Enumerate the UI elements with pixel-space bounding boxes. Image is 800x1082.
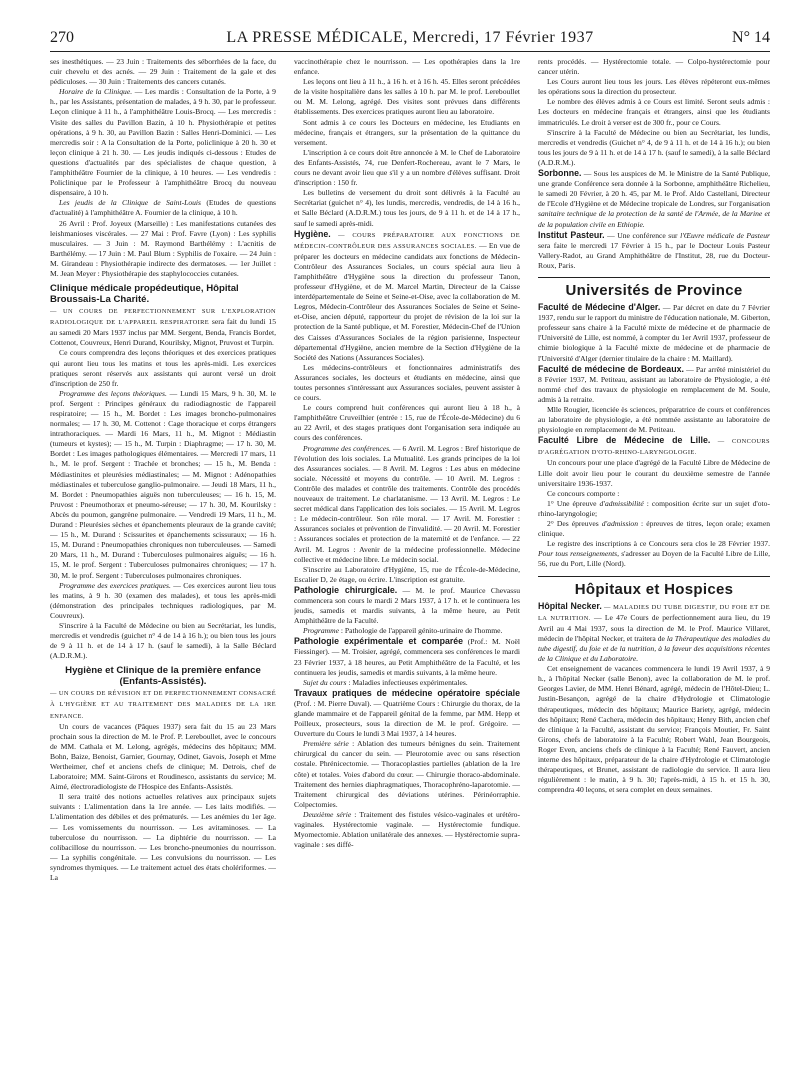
italic-text: d'admission <box>601 519 638 529</box>
paragraph: Le nombre des élèves admis à ce Cours est limité. Seront seuls admis : Les docteurs en médecine français et étrangers, ainsi que les étudiants immatriculés. Le droit à verser est de 300 fr., pour ce Cours. <box>538 97 770 127</box>
smallcaps-text: — UN COURS DE RÉVISION ET DE PERFECTIONNEMENT CONSACRÉ À L'HYGIÈNE ET AU TRAITEMENT DES MALADIES DE LA 1RE ENFANCE. <box>50 690 276 720</box>
paragraph-text: — Ces exercices auront lieu tous les matins, à 9 h. 30 (examen des malades), et tous les après-midi (démonstration des principales techniques radiologiques, par M. Couvreux). <box>50 580 276 620</box>
paragraph: Les Cours auront lieu tous les jours. Les élèves répéteront eux-mêmes les opérations sous la direction du prosecteur. <box>538 77 770 97</box>
section-title: Hôpitaux et Hospices <box>574 580 734 598</box>
section-heading: Faculté Libre de Médecine de Lille. <box>538 435 711 446</box>
paragraph-text: (Prof.: M. Noël Fiessinger). <box>294 637 520 657</box>
italic-lead: Première série <box>303 739 349 749</box>
paragraph-text: — Une conférence sur <box>604 230 681 240</box>
italic-text: l'Œuvre médicale de Pasteur <box>680 230 770 240</box>
paragraph-text: : Pathologie de l'appareil génito-urinaire de l'homme. <box>339 626 503 636</box>
paragraph-text: — Quatrième Cours : Chirurgie du thorax, de la glande mammaire et de l'appareil génital de la femme, par MM. Hepp et Poilleux, prosecteurs, sous la direction de M. le prof. Grégoire. — Ouverture du Cours le lundi 3 Mai 1937, à 14 heures. <box>294 698 520 739</box>
section-title: Universités de Province <box>565 281 743 299</box>
paragraph-text: — Par arrêté ministériel du 8 Février 1937, M. Petiteau, assistant au laboratoire de Physiologie, a été nommé chef des travaux de physiologie en remplacement de M. Soule, admis à la retraite. <box>538 364 770 404</box>
paragraph-text: 1° Une épreuve <box>547 498 600 508</box>
paragraph <box>294 444 520 565</box>
paragraph: vaccinothérapie chez le nourrisson. — Les opothérapies dans la 1re enfance. <box>294 57 520 77</box>
paragraph: Ce cours comprendra des leçons théoriques et des exercices pratiques qui auront lieu tous les matins et tous les après-midi. Les exercices pratiques seront réservés aux assistants qui auront versé un droit d'inscription de 250 fr. <box>50 348 276 388</box>
paragraph: Le cours comprend huit conférences qui auront lieu à 18 h., à l'amphithéâtre Cruveilhier (entrée : 15, rue de l'École-de-Médecine) du 6 au 22 Avril, et des stages pratiques dont l'organisation sera indiquée au cours des conférences. <box>294 403 520 443</box>
paragraph-text: — En vue de préparer les docteurs en médecine candidats aux fonctions de Médecin-Contrôleur des Assurances Sociales, un cours spécial aura lieu à l'amphithéâtre d'Hygiène sous la direction du professeur Tanon, professeur d'Hygiène, et de M. Marcel Martin, Directeur de la Caisse interdépartementale de Seine et Seine-et-Oise, avec la collaboration de M. Legros, Médecin-Contrôleur des Assurances Sociales de Seine et Seine-et-Oise, ancien député, rapporteur du projet de révision de la loi sur la protection de la Santé publique, et M. Forestier, Médecin-Chef de l'Union des Caisses d'Assurances Sociales de la région parisienne, Inspecteur départemental d'Hygiène, ancien membre de la Section d'Hygiène de la Société des Nations (Assurances Sociales). <box>294 240 520 362</box>
paragraph <box>538 302 770 364</box>
paragraph-text: — Sous les auspices de M. le Ministre de la Santé Publique, une grande Conférence sera donnée à la Sorbonne, amphithéâtre Richelieu, le samedi 20 Février, à 20 h. 45, par M. le Prof. Aldo Castellani, Directeur de l'Ecole d'Hygiène et de Médecine tropicale de Londres, sur l'organisation <box>538 169 770 209</box>
italic-lead: Deuxième série <box>303 809 352 819</box>
smallcaps-text: — UN COURS DE PERFECTIONNEMENT SUR L'EXPLORATION RADIOLOGIQUE DE L'APPAREIL RESPIRATOIRE <box>50 308 276 327</box>
paragraph <box>50 581 276 621</box>
paragraph: Les bulletins de versement du droit sont délivrés à la Faculté au Secrétariat (guichet n° 4), les lundis, mercredis, vendredis, de 14 à 16 h., et Salle Béclard (A.D.R.M.) tous les jours, de 9 à 11 h. et de 14 à 17 h., sauf le samedi après-midi. <box>294 188 520 228</box>
paragraph-text: — Lundi 15 Mars, 9 h. 30, M. le prof. Sergent : Principes généraux du radiodiagnostic de l'appareil respiratoire; — 15 h., M. Bordet : Les images broncho-pulmonaires normales; — 17 h. 30, M. Cottenot : Cage thoracique et corps étrangers intrathoraciques. — Mardi 16 Mars, 11 h., M. Mignot : Médiastin (tumeurs et kystes); — 15 h., M. Turpin : Diaphragme; — 17 h. 30, M. Bordet : Les images pathologiques élémentaires. — Mercredi 17 mars, 11 h., M. le prof. Sergent : Trachée et bronches; — 15 h., M. Benda : Médiastinites et pleurésies médiastinales; — M. Mignot : Adénopathies médiastinales et tuberculose ganglio-pulmonaire. — Jeudi 18 Mars, 11 h., M. Bordet : Pneumopathies aiguës non tuberculeuses; — 16 h. 15, M. Pruvost : Pneumothorax et pneumo-séreuse; — 17 h. 30, M. Kourilsky : Abcès du poumon, gangrène pulmonaire. — Vendredi 19 Mars, 11 h., M. Durand : Pleurésies sèches et épanchements pleuraux de la grande cavité; — 15 h., M. Durand : Scissurites et épanchements scissuraux; — 16 h. 15, M. Durand : Pneumopathies chroniques non tuberculeuses. — Samedi 20 Mars, 11 h., M. Durand : Tuberculoses pulmonaires aiguës; — 16 h. 15, M. le prof. Sergent : Tuberculoses pulmonaires chroniques; — 17 h. 30, M. le prof. Sergent : Tuberculoses pulmonaires chroniques. <box>50 388 276 580</box>
page-number: 270 <box>50 29 74 46</box>
section-heading: Travaux pratiques de médecine opératoire spéciale <box>294 687 520 698</box>
italic-text: sanitaire technique de la protection de la santé de l'Armée, de la Marine et de la population civile en Ethiopie. <box>538 209 770 229</box>
paragraph: Les leçons ont lieu à 11 h., à 16 h. et à 16 h. 45. Elles seront précédées de la visite hospitalière dans les salles à 10 h. par M. le prof. Lereboullet ou M. M. Lelong, agrégé. Des visites sont prévues dans différents établissements. Des exercices pratiques auront lieu au laboratoire. <box>294 77 520 117</box>
column-1 <box>50 57 276 1072</box>
paragraph-text: (Etudes de questions d'actualité) à l'amphithéâtre A. Fournier de la clinique, à 10 h. <box>50 198 276 218</box>
paragraph <box>538 168 770 230</box>
paragraph: Il sera traité des notions actuelles relatives aux principaux sujets suivants : L'alimentation dans la 1re année. — Les laits modifiés. — L'alimentation des débiles et des prématurés. — Les anémies du 1er âge. — Les vomissements du nourrisson. — Les avitaminoses. — La tuberculose du nourrisson. — La diphtérie du nourrisson. — La colibacillose du nourrisson. — Les broncho-pneumonies du nourrisson. — La syphilis congénitale. — Les convulsions du nourrisson. — Les syndromes thymiques. — Le traitement actuel des états cholériformes. — La <box>50 792 276 883</box>
paragraph <box>538 519 770 539</box>
paragraph <box>294 585 520 626</box>
paragraph <box>538 499 770 519</box>
paragraph: Les médecins-contrôleurs et fonctionnaires administratifs des Assurances sociales, les docteurs et étudiants en médecine, ainsi que toutes personnes s'intéressant aux Assurances sociales, peuvent assister à ce cours. <box>294 362 520 403</box>
section-divider <box>538 576 770 577</box>
paragraph-text: : Traitement des fistules vésico-vaginales et urétéro-vaginales. Hystérectomie vaginale. — Hystérectomie fundique. Myomectomie. Ablation unilatérale des annexes. — Hystérectomie supra-vaginale : ses diffé- <box>294 809 520 850</box>
paragraph-text: 2° Des épreuves <box>547 519 602 529</box>
journal-title: LA PRESSE MÉDICALE, Mercredi, 17 Février 1937 <box>226 29 594 46</box>
paragraph: S'inscrire à la Faculté de Médecine ou bien au Secrétariat, les lundis, mercredis et vendredis (Guichet n° 4, de 9 à 11 h. et de 14 à 16 h.); ou bien tous les jours de 9 à 11 h. et de 14 à 17 h. (sauf le samedi), à la salle Béclard (A.D.R.M.). <box>538 127 770 167</box>
paragraph: Un concours pour une place d'agrégé de la Faculté Libre de Médecine de Lille doit avoir lieu pour le courant du deuxième semestre de l'année universitaire 1936-1937. <box>538 458 770 488</box>
header-rule <box>50 51 770 52</box>
paragraph-text: : composition écrite sur un sujet d'oto-rhino-laryngologie; <box>538 498 770 518</box>
paragraph-text: : Maladies infectieuses expérimentales. <box>346 677 468 687</box>
paragraph-text: sera faite le mercredi 17 Février à 15 h., par le Docteur Louis Pasteur Vallery-Radot, au Grand Amphithéâtre de l'Institut, 28, rue du Docteur-Roux, Paris. <box>538 240 770 270</box>
section-heading: Faculté de médecine de Bordeaux. <box>538 363 684 374</box>
italic-lead: Les jeudis de la Clinique de Saint-Louis <box>59 198 201 208</box>
paragraph <box>538 435 770 458</box>
paragraph: rents procédés. — Hystérectomie totale. — Colpo-hystérectomie pour cancer utérin. <box>538 57 770 77</box>
paragraph: Mlle Rougier, licenciée ès sciences, préparatrice de cours et conférences au laboratoire de physiologie, a été nommée assistante au laboratoire de physiologie en remplacement de M. Petiteau. <box>538 405 770 435</box>
paragraph: Un cours de vacances (Pâques 1937) sera fait du 15 au 23 Mars prochain sous la direction de M. le Prof. P. Lereboullet, avec le concours de MM. Cathala et M. Lelong, agrégés, médecins des hôpitaux; MM. Bohn, Baize, Benoist, Garnier, Gournay, Odinet, Gavois, Joseph et Mme Wertheimer, chef et anciens chefs de clinique; M. Detrois, chef de Laboratoire; MM. Saint-Girons et Roudinesco, assistants du service; M. Aimé, électroradiologiste de l'Hospice des Enfants-Assistés. <box>50 721 276 792</box>
paragraph: ses inesthétiques. — 23 Juin : Traitements des séborrhées de la face, du cuir chevelu et des acnés. — 29 Juin : Traitement de la gale et des pédiculoses. — 30 Juin : Traitements des cancers cutanés. <box>50 57 276 87</box>
paragraph: S'inscrire au Laboratoire d'Hygiène, 15, rue de l'École-de-Médecine, Escalier D, 2e étage, ou écrire. L'inscription est gratuite. <box>294 564 520 584</box>
section-heading: Hygiène. <box>294 228 331 239</box>
issue-number: N° 14 <box>732 29 770 46</box>
section-heading: Hôpital Necker. <box>538 600 602 611</box>
paragraph: Ce concours comporte : <box>547 488 620 498</box>
section-heading: Faculté de Médecine d'Alger. <box>538 302 661 313</box>
section-divider <box>538 277 770 278</box>
paragraph-text: — M. le prof. Maurice Chevassu commencera son cours le mardi 2 Mars 1937, à 17 h. et le continuera les jeudis, samedis et mardis suivants, à la même heure, au Petit Amphithéâtre de la Faculté. <box>294 585 520 626</box>
section-heading: Pathologie chirurgicale. <box>294 584 398 595</box>
paragraph <box>294 739 520 810</box>
paragraph-text: : épreuves de titres, leçon orale; examen clinique. <box>538 519 770 539</box>
paragraph <box>538 230 770 271</box>
paragraph <box>538 364 770 405</box>
smallcaps-text: — MALADIES DU TUBE DIGESTIF, DU FOIE ET DE LA NUTRITION. <box>538 603 770 622</box>
paragraph-text: : Ablation des tumeurs bénignes du sein. Traitement chirurgical du cancer du sein. — Pleurotomie avec ou sans résection costale. Phrénicectomie. — Thoracoplasties partielles (ablation de la 1re côte) et totales. Voies d'abord du cœur. — Chirurgie thoraco-abdominale. Traitement des hernies diaphragmatiques, Thoracophréno-laparotomie. — Traitement chirurgical des déviations utérines. Périnéorraphie. Colpectomies. <box>294 739 520 809</box>
paragraph <box>50 87 276 198</box>
smallcaps-text: — CONCOURS D'AGRÉGATION D'OTO-RHINO-LARYNGOLOGIE. <box>538 438 770 457</box>
paragraph: S'inscrire à la Faculté de Médecine ou bien au Secrétariat, les lundis, mercredis et vendredis (guichet n° 4 de 14 à 16 h.); ou bien tous les jours de 9 à 11 h. et de 14 à 17 h. (sauf le samedi), à la Salle Béclard (A.D.R.M.). <box>50 620 276 661</box>
page-header <box>50 29 770 51</box>
paragraph <box>50 389 276 581</box>
paragraph <box>294 229 520 363</box>
column-2 <box>294 57 520 1072</box>
italic-lead: Horaire de la Clinique. <box>59 87 133 97</box>
paragraph <box>294 626 520 636</box>
smallcaps-text: — COURS PRÉPARATOIRE AUX FONCTIONS DE MÉDECIN-CONTRÔLEUR DES ASSURANCES SOCIALES. <box>294 231 520 250</box>
paragraph <box>50 688 276 721</box>
italic-text: la Thérapeutique des maladies du tube digestif, du foie et de la nutrition, à la faveur des acquisitions récentes de la Clinique et du Laboratoire. <box>538 633 770 664</box>
paragraph-text: — Les mardis : Consultation de la Porte, à 9 h., par les Assistants, présentation de malades, à 9 h. 30, par le professeur. Leçon clinique à 11 h., à l'amphithéâtre Louis-Brocq. — Les mercredis : Visite des salles du Pavillon Bazin, à 10 h. Physiothérapie et petites opérations, à 9 h. 30, au Pavillon Bazin : Salles Henri-Dominici. — Les mercredis soir : A la Consultation de la Porte, policlinique à 20 h. 30 et leçon clinique à 21 h. 30. — Les jeudis indiqués ci-dessous : Etudes de questions d'actualités par des spécialistes de chaque question, à l'amphithéâtre Fournier de la clinique, à 10 heures. — Les vendredis : Policlinique par le Professeur à l'amphithéâtre Brocq du nouveau dispensaire, à 10 h. <box>50 87 276 198</box>
italic-lead: Programme <box>303 626 339 636</box>
italic-text: Pour tous renseignements <box>538 549 618 559</box>
paragraph <box>50 306 276 348</box>
paragraph-text: — Le 47e Cours de perfectionnement aura lieu, du 19 Avril au 4 Mai 1937, sous la direction de M. le Prof. Maurice Villaret, médecin de l'hôpital Necker, et traitera de <box>538 612 770 643</box>
paragraph: L'inscription à ce cours doit être annoncée à M. le Chef de Laboratoire des Enfants-Assistés, 74, rue Denfert-Rochereau, avant le 7 Mars, le cours ne devant avoir lieu que s'il y a un nombre d'élèves suffisant. Droit d'inscription : 150 fr. <box>294 147 520 188</box>
paragraph-text: sera fait du lundi 15 au samedi 20 Mars 1937 inclus par MM. Sergent, Benda, Francis Bordet, Cottenot, Couvreux, Henri Durand, Kourilsky, Mignot, Pruvost et Turpin. <box>50 317 276 348</box>
section-heading: Institut Pasteur. <box>538 229 605 240</box>
paragraph-text: — M. Troisier, agrégé, commencera ses conférences le mardi 23 Février 1937, à 18 heures, au Petit Amphithéâtre de la Faculté, et les continuera les jeudis, samedis et mardis suivants, à la même heure. <box>294 647 520 677</box>
paragraph <box>294 678 520 688</box>
paragraph <box>50 198 276 218</box>
section-heading: Hygiène et Clinique de la première enfance (Enfants-Assistés). <box>65 665 261 688</box>
paragraph-text: — 6 Avril. M. Legros : Bref historique de l'évolution des lois sociales. La Mutualité. Les grands principes de la loi des Assurances sociales. — 8 Avril. M. Legros : Les abus en médecine sociale. Nécessité et moyens du contrôle. — 10 Avril. M. Legros : Contrôle des malades et contrôle des traitements. Contrôle des procédés nouveaux de traitement. Le charlatanisme. — 13 Avril. M. Legros : Le secret médical dans l'application des lois sociales. — 15 Avril. M. Legros : Le médecin-contrôleur. Son rôle moral. — 17 Avril. M. Forestier : Assurances sociales et prévention de l'invalidité. — 20 Avril. M. Forestier : Assurances sociales et protection de la maternité et de l'enfance. — 22 Avril. M. Legros : Avenir de la médecine professionnelle. Médecine collective et médecine libre. Le médecin social. <box>294 443 520 564</box>
italic-lead: Programme des leçons théoriques. <box>59 388 167 398</box>
italic-lead: Sujet du cours <box>303 677 347 687</box>
paragraph <box>294 688 520 739</box>
paragraph: Cet enseignement de vacances commencera le lundi 19 Avril 1937, à 9 h., à l'hôpital Necker (salle Benon), avec la collaboration de M. le prof. Georges Lavier, de MM. Henri Bénard, agrégé, médecin de l'Hôtel-Dieu; L. Justin-Besançon, agrégé de la chaire d'Hydrologie et Climatologie thérapeutiques, médecin des hôpitaux; Maurice Bariety, agrégé, médecin des hôpitaux; René Cachera, médecin des hôpitaux; Henry Bith, ancien chef de clinique à la Faculté, assistant du service; François Moutier, Fr. Saint Girons, chefs de laboratoire à la Faculté; Robert Wahl, Jean Bourgeois, Roger Even, anciens chefs de clinique à la Faculté; René Fauvert, ancien interne des hôpitaux, préparateur de la chaire d'Hydrologie et Climatologie thérapeutiques, et Brunet, assistant de radiologie du service. Il aura lieu régulièrement : le matin, à 9 h. 30; l'après-midi, à 15 h. et 15 h. 30, comprendra 40 leçons, et sera complet en deux semaines. <box>538 664 770 795</box>
paragraph <box>294 636 520 677</box>
paragraph <box>294 810 520 850</box>
section-heading: Pathologie expérimentale et comparée <box>294 636 464 647</box>
paragraph-text: , s'adresser au Doyen de la Faculté Libre de Lille, 56, rue du Port, Lille (Nord). <box>538 549 770 569</box>
column-3 <box>538 57 770 1072</box>
section-heading: Sorbonne. <box>538 168 582 179</box>
paragraph: 26 Avril : Prof. Joyeux (Marseille) : Les manifestations cutanées des leishmanioses viscérales. — 27 Mai : Prof. Favre (Lyon) : Les syphilis musculaires. — 3 Juin : M. Raymond Barthélémy : L'acnitis de Barthélémy. — 17 Juin : M. Paul Blum : Syphilis de l'oxaire. — 24 Juin : M. Girandeau : Physiothérapie indirecte des dermatoses. — 1er Juillet : M. Jean Meyer : Physiothérapie des staphylococcies cutanées. <box>50 218 276 278</box>
paragraph-text: — Par décret en date du 7 Février 1937, rendu sur le rapport du ministre de l'éducation nationale, M. Giberton, professeur sans chaire à la Faculté mixte de médecine et de pharmacie de l'Université de Lille, est nommé, à compter du 1er Avril 1937, professeur de chimie biologique à la Faculté mixte de médecine et de pharmacie de l'Université d'Alger (dernier titulaire de la chaire : M. Maillard). <box>538 303 770 363</box>
section-heading: Clinique médicale propédeutique, Hôpital Broussais-La Charité. <box>50 283 239 306</box>
italic-lead: Programme des exercices pratiques. <box>59 580 171 590</box>
paragraph-text: (Prof. : M. Pierre Duval). <box>294 698 372 708</box>
paragraph: Sont admis à ce cours les Docteurs en médecine, les Etudiants en médecine, français et étrangers, sur la présentation de la quittance du versement. <box>294 117 520 147</box>
paragraph-text: Le registre des inscriptions à ce Concours sera clos le 28 Février 1937. <box>547 539 770 549</box>
paragraph <box>538 539 770 569</box>
italic-lead: Programme des conférences. <box>303 443 391 453</box>
italic-text: d'admissibilité <box>599 498 644 508</box>
paragraph <box>538 601 770 665</box>
